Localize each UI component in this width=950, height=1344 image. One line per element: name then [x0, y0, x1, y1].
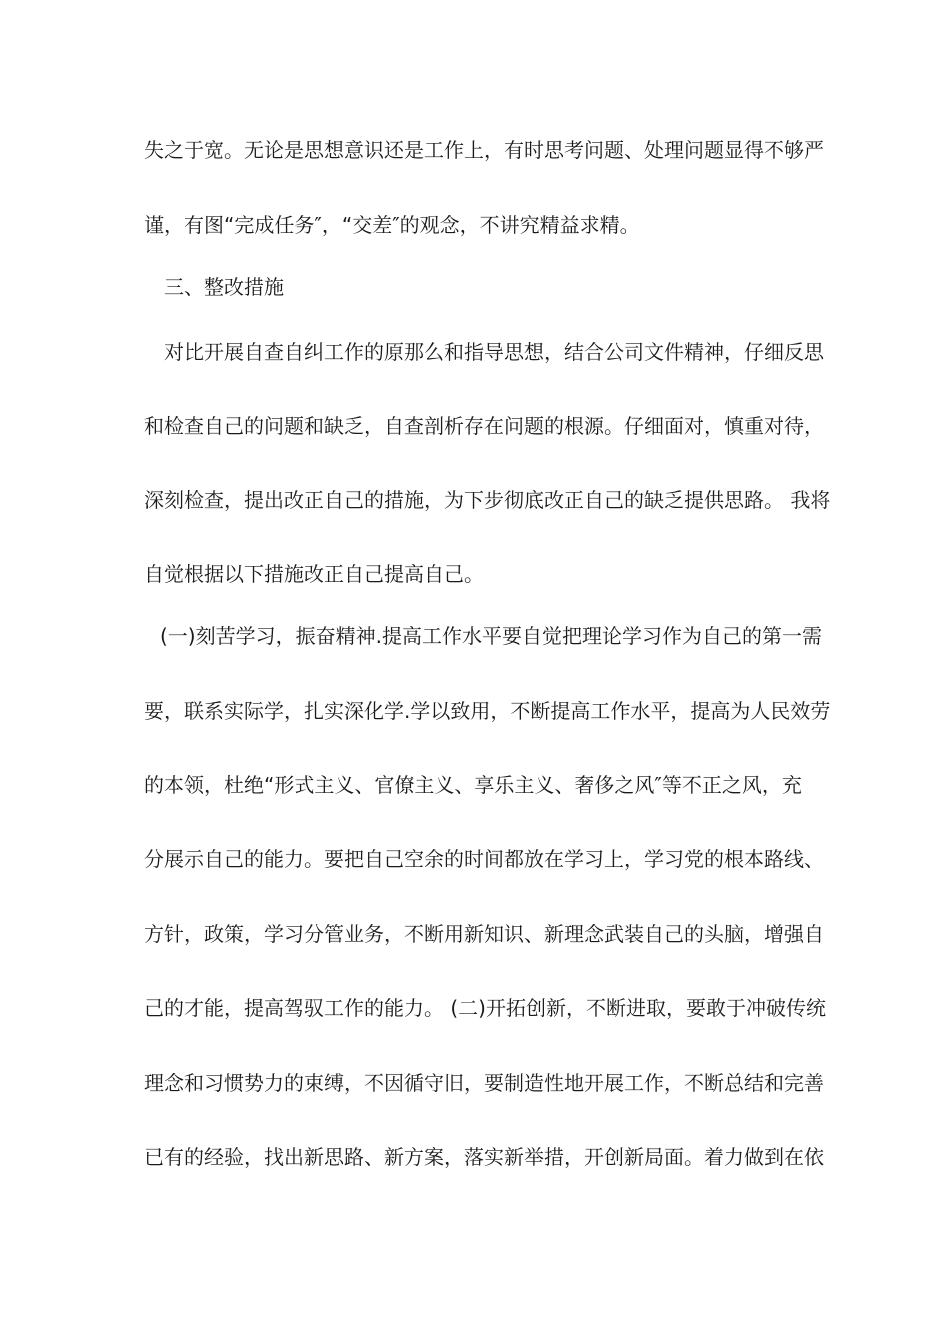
- text-line: 的本领，杜绝“形式主义、官僚主义、享乐主义、奢侈之风″等不正之风，充: [144, 773, 802, 797]
- text-line: 分展示自己的能力。要把自己空余的时间都放在学习上，学习党的根本路线、: [144, 847, 824, 871]
- text-line: 要，联系实际学，扎实深化学.学以致用，不断提高工作水平，提高为人民效劳: [144, 699, 831, 723]
- section-heading: 三、整改措施: [164, 275, 284, 299]
- text-line: 已有的经验，找出新思路、新方案，落实新举措，开创新局面。着力做到在依: [144, 1145, 824, 1169]
- text-line: 自觉根据以下措施改正自己提高自己。: [144, 562, 484, 586]
- text-line: 谨，有图“完成任务″，“交差″的观念，不讲究精益求精。: [144, 213, 640, 237]
- text-line: 方针，政策，学习分管业务，不断用新知识、新理念武装自己的头脑，增强自: [144, 922, 824, 946]
- text-line: 对比开展自查自纠工作的原那么和指导思想，结合公司文件精神，仔细反思: [164, 340, 824, 364]
- text-line: 失之于宽。无论是思想意识还是工作上，有时思考问题、处理问题显得不够严: [144, 138, 824, 162]
- text-line: 和检查自己的问题和缺乏，自查剖析存在问题的根源。仔细面对，慎重对待，: [144, 414, 824, 438]
- text-line: 深刻检查，提出改正自己的措施，为下步彻底改正自己的缺乏提供思路。 我将: [144, 488, 831, 512]
- text-line: 理念和习惯势力的束缚，不因循守旧，要制造性地开展工作，不断总结和完善: [144, 1071, 824, 1095]
- text-line: 己的才能，提高驾驭工作的能力。 (二)开拓创新，不断进取，要敢于冲破传统: [144, 996, 826, 1020]
- text-line: (一)刻苦学习，振奋精神.提高工作水平要自觉把理论学习作为自己的第一需: [160, 624, 822, 648]
